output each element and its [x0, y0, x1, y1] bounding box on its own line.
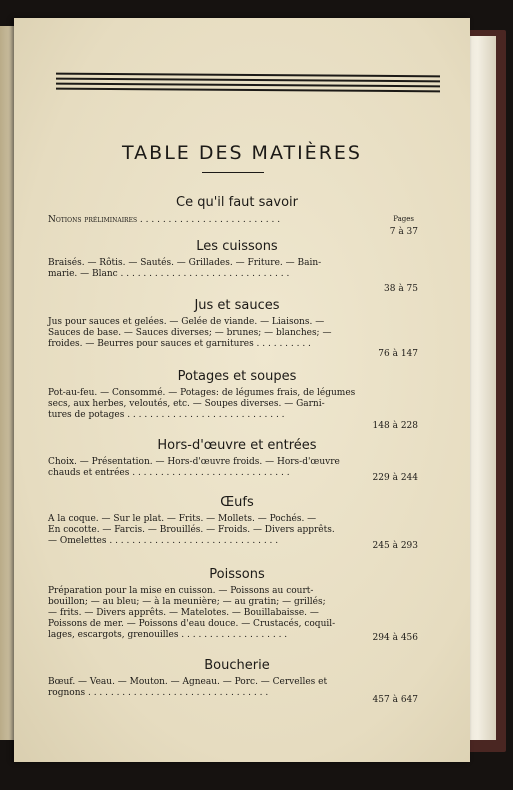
- title-underline: [202, 172, 264, 173]
- toc-section: [48, 238, 426, 294]
- page-range: 229 à 244: [372, 473, 418, 483]
- entry-line: — frits. — Divers apprêts. — Matelotes. — Bouillabaisse. —: [48, 608, 319, 618]
- entry-line: tures de potages . . . . . . . . . . . . . . . . . . . . . . . . . . . .: [48, 410, 285, 420]
- page-range: 38 à 75: [384, 284, 418, 294]
- entry-line: froides. — Beurres pour sauces et garnitures . . . . . . . . . .: [48, 339, 311, 349]
- page-title: TABLE DES MATIÈRES: [122, 142, 362, 164]
- pages-column-heading: Pages: [393, 215, 414, 223]
- toc-section: [48, 368, 426, 431]
- entry-line: rognons . . . . . . . . . . . . . . . . . . . . . . . . . . . . . . . .: [48, 688, 269, 698]
- toc-section: [48, 566, 426, 641]
- page-range: 7 à 37: [389, 227, 418, 237]
- section-heading: Jus et sauces: [194, 298, 280, 313]
- entry-line: Jus pour sauces et gelées. — Gelée de viande. — Liaisons. —: [48, 317, 325, 327]
- entry-line: marie. — Blanc . . . . . . . . . . . . . . . . . . . . . . . . . . . . . .: [48, 269, 290, 279]
- rule-line: [56, 83, 440, 88]
- toc-section: [48, 297, 426, 359]
- section-heading: Ce qu'il faut savoir: [176, 195, 298, 210]
- toc-section: [48, 437, 426, 483]
- page-range: 148 à 228: [372, 421, 418, 431]
- entry-line: Poissons de mer. — Poissons d'eau douce. — Crustacés, coquil-: [48, 619, 336, 629]
- toc-section: [48, 494, 426, 551]
- entry-line: secs, aux herbes, veloutés, etc. — Soupes diverses. — Garni-: [48, 399, 325, 409]
- entry-line: Pot-au-feu. — Consommé. — Potages: de légumes frais, de légumes: [48, 388, 356, 398]
- toc-section: [48, 194, 426, 237]
- section-heading: Hors-d'œuvre et entrées: [157, 438, 317, 453]
- section-heading: Boucherie: [204, 658, 270, 673]
- section-heading: Potages et soupes: [177, 369, 297, 384]
- entry-line: Notions préliminaires . . . . . . . . . . . . . . . . . . . . . . . . .: [48, 215, 281, 225]
- rule-line: [56, 78, 440, 83]
- entry-line: lages, escargots, grenouilles . . . . . . . . . . . . . . . . . . .: [48, 630, 288, 640]
- entry-line: Sauces de base. — Sauces diverses; — brunes; — blanches; —: [48, 328, 332, 338]
- entry-line: Préparation pour la mise en cuisson. — Poissons au court-: [48, 586, 314, 596]
- page-range: 457 à 647: [372, 695, 418, 705]
- section-heading: Poissons: [209, 567, 265, 582]
- entry-line: Bœuf. — Veau. — Mouton. — Agneau. — Porc. — Cervelles et: [48, 677, 328, 687]
- entry-line: Choix. — Présentation. — Hors-d'œuvre froids. — Hors-d'œuvre: [48, 457, 340, 467]
- entry-line: bouillon; — au bleu; — à la meunière; — au gratin; — grillés;: [48, 597, 326, 607]
- header-rules: [56, 74, 440, 94]
- rule-line: [56, 88, 440, 93]
- entry-line: En cocotte. — Farcis. — Brouillés. — Froids. — Divers apprêts.: [48, 525, 335, 535]
- page-range: 245 à 293: [372, 541, 418, 551]
- entry-line: chauds et entrées . . . . . . . . . . . . . . . . . . . . . . . . . . . .: [48, 468, 290, 478]
- book-page: [14, 18, 470, 762]
- page-range: 294 à 456: [372, 633, 418, 643]
- section-heading: Œufs: [220, 495, 254, 510]
- entry-line: A la coque. — Sur le plat. — Frits. — Mollets. — Pochés. —: [48, 514, 317, 524]
- toc-section: [48, 657, 426, 705]
- entry-line: — Omelettes . . . . . . . . . . . . . . . . . . . . . . . . . . . . . .: [48, 536, 279, 546]
- entry-line: Braisés. — Rôtis. — Sautés. — Grillades. — Friture. — Bain-: [48, 258, 322, 268]
- rule-line: [56, 73, 440, 78]
- section-heading: Les cuissons: [196, 239, 278, 254]
- page-range: 76 à 147: [378, 349, 418, 359]
